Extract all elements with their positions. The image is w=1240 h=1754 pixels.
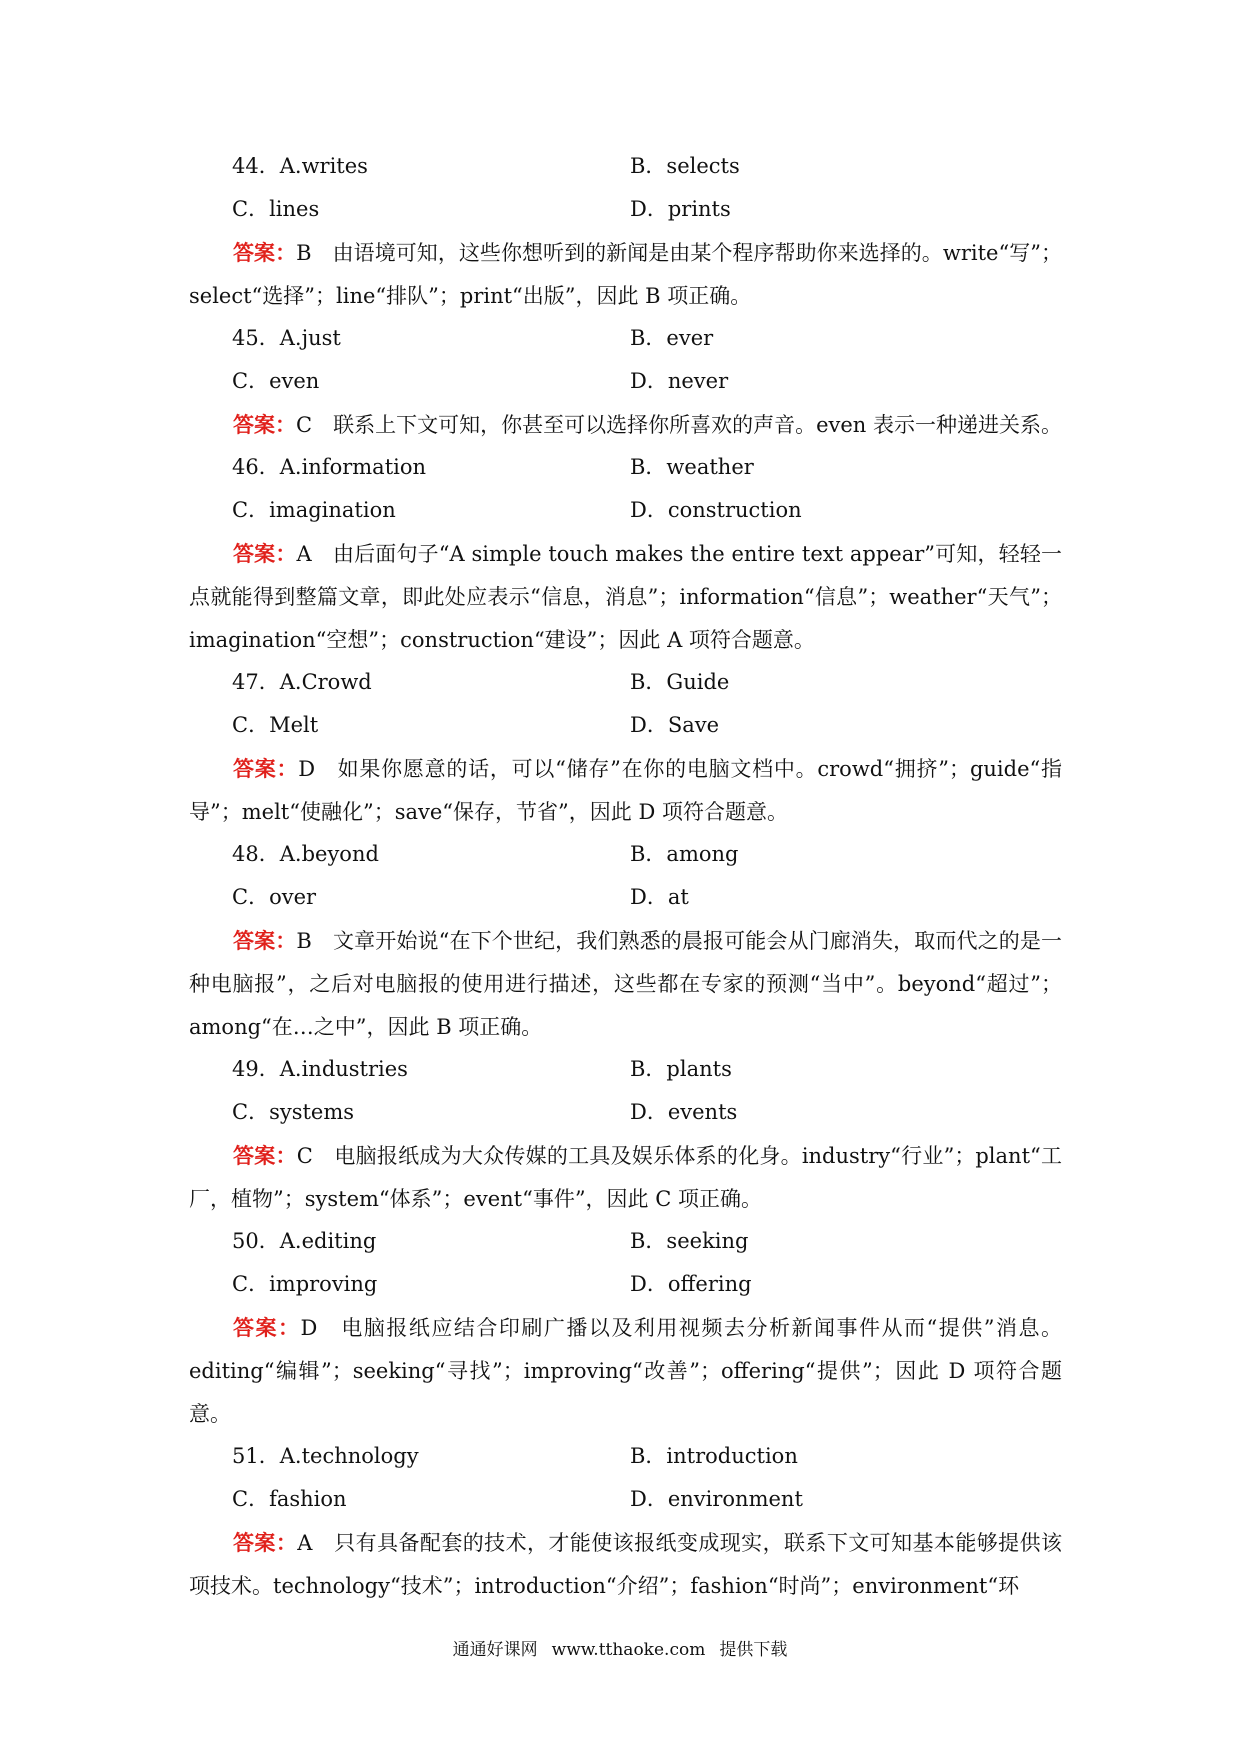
option-b: B．plants	[630, 1057, 732, 1081]
question-46-options-row-1	[0, 446, 1240, 489]
answer-label: 答案：	[233, 756, 299, 781]
option-c: C．systems	[232, 1100, 355, 1124]
question-46-options-row-2	[0, 489, 1240, 532]
question-47-answer	[189, 747, 1062, 834]
option-c: C．over	[232, 885, 317, 909]
option-b: B．weather	[630, 455, 754, 479]
answer-label: 答案：	[233, 1315, 301, 1340]
option-a: 45．A.just	[232, 326, 341, 350]
option-a: 48．A.beyond	[232, 842, 379, 866]
page-footer	[0, 1636, 1240, 1664]
option-b: B．introduction	[630, 1444, 798, 1468]
answer-label: 答案：	[233, 240, 297, 265]
footer-suffix: 提供下载	[719, 1640, 788, 1660]
option-a: 50．A.editing	[232, 1229, 377, 1253]
option-a: 51．A.technology	[232, 1444, 419, 1468]
option-d: D．events	[630, 1100, 738, 1124]
question-46-answer	[189, 532, 1062, 662]
option-a: 44．A.writes	[232, 154, 368, 178]
option-d: D．Save	[630, 713, 720, 737]
question-48-answer	[189, 919, 1062, 1049]
option-b: B．Guide	[630, 670, 730, 694]
answer-label: 答案：	[233, 1143, 297, 1168]
option-c: C．lines	[232, 197, 320, 221]
answer-text: C 电脑报纸成为大众传媒的工具及娱乐体系的化身。industry“行业”；plant“工厂，植物”；system“体系”；event“事件”，因此 C 项正确。	[189, 1144, 1062, 1211]
question-44-options-row-1	[0, 145, 1240, 188]
question-45-answer	[189, 403, 1062, 447]
answer-text: D 电脑报纸应结合印刷广播以及利用视频去分析新闻事件从而“提供”消息。editing“编辑”；seeking“寻找”；improving“改善”；offering“提供”；因此 D 项符合题意。	[189, 1316, 1062, 1426]
option-c: C．even	[232, 369, 320, 393]
footer-site-name: 通通好课网	[452, 1640, 538, 1660]
option-d: D．offering	[630, 1272, 752, 1296]
question-44-answer	[189, 231, 1062, 318]
question-48-options-row-2	[0, 876, 1240, 919]
option-d: D．never	[630, 369, 729, 393]
question-44-options-row-2	[0, 188, 1240, 231]
question-51-options-row-2	[0, 1478, 1240, 1521]
option-b: B．seeking	[630, 1229, 749, 1253]
question-47-options-row-1	[0, 661, 1240, 704]
answer-text: B 文章开始说“在下个世纪，我们熟悉的晨报可能会从门廊消失，取而代之的是一种电脑报”，之后对电脑报的使用进行描述，这些都在专家的预测“当中”。beyond“超过”；among“在…之中”，因此 B 项正确。	[189, 929, 1062, 1039]
option-c: C．imagination	[232, 498, 396, 522]
answer-text: B 由语境可知，这些你想听到的新闻是由某个程序帮助你来选择的。write“写”；select“选择”；line“排队”；print“出版”，因此 B 项正确。	[189, 241, 1062, 308]
answer-label: 答案：	[233, 928, 297, 953]
question-47-options-row-2	[0, 704, 1240, 747]
option-c: C．Melt	[232, 713, 319, 737]
question-50-options-row-2	[0, 1263, 1240, 1306]
answer-label: 答案：	[233, 412, 296, 437]
option-a: 49．A.industries	[232, 1057, 408, 1081]
option-d: D．prints	[630, 197, 731, 221]
option-a: 47．A.Crowd	[232, 670, 372, 694]
answer-text: A 只有具备配套的技术，才能使该报纸变成现实，联系下文可知基本能够提供该项技术。technology“技术”；introduction“介绍”；fashion“时尚”；environment“环	[189, 1531, 1062, 1598]
footer-url: www.tthaoke.com	[551, 1640, 706, 1660]
question-50-options-row-1	[0, 1220, 1240, 1263]
option-b: B．ever	[630, 326, 714, 350]
option-c: C．improving	[232, 1272, 378, 1296]
option-c: C．fashion	[232, 1487, 347, 1511]
answer-text: C 联系上下文可知，你甚至可以选择你所喜欢的声音。even 表示一种递进关系。	[296, 413, 1062, 437]
question-49-options-row-2	[0, 1091, 1240, 1134]
option-b: B．among	[630, 842, 739, 866]
option-a: 46．A.information	[232, 455, 427, 479]
answer-label: 答案：	[233, 541, 297, 566]
question-48-options-row-1	[0, 833, 1240, 876]
option-d: D．at	[630, 885, 689, 909]
option-b: B．selects	[630, 154, 740, 178]
answer-text: A 由后面句子“A simple touch makes the entire text appear”可知，轻轻一点就能得到整篇文章，即此处应表示“信息，消息”；information“信息”；weather“天气”；imagination“空想”；construction“建设”；因此 A 项符合题意。	[189, 542, 1062, 652]
question-49-options-row-1	[0, 1048, 1240, 1091]
option-d: D．construction	[630, 498, 802, 522]
question-45-options-row-2	[0, 360, 1240, 403]
question-50-answer	[189, 1306, 1062, 1436]
question-49-answer	[189, 1134, 1062, 1221]
answer-text: D 如果你愿意的话，可以“储存”在你的电脑文档中。crowd“拥挤”；guide“指导”；melt“使融化”；save“保存，节省”，因此 D 项符合题意。	[189, 757, 1063, 824]
option-d: D．environment	[630, 1487, 803, 1511]
answer-label: 答案：	[233, 1530, 298, 1555]
question-51-options-row-1	[0, 1435, 1240, 1478]
question-51-answer	[189, 1521, 1062, 1608]
question-45-options-row-1	[0, 317, 1240, 360]
